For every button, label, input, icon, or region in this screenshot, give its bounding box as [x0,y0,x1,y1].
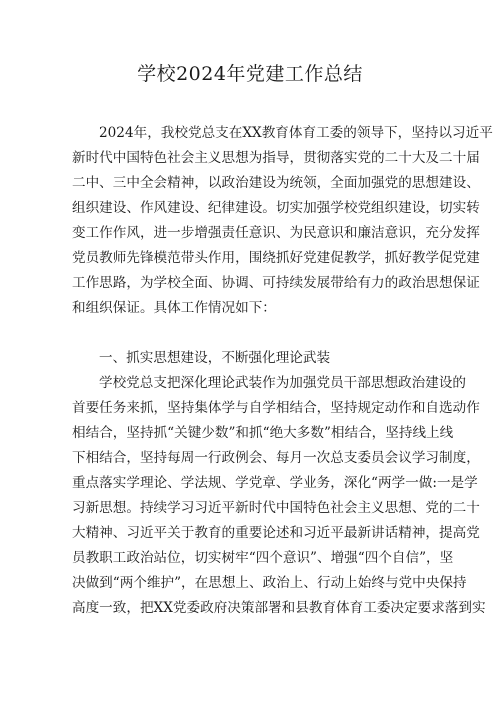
section-line: 学校党总支把深化理论武装作为加强党员干部思想政治建设的 [99,375,467,391]
section-line: 下相结合，坚持每周一行政例会、每月一次总支委员会议学习制度， [72,450,480,466]
intro-line: 变工作作风，进一步增强责任意识、为民意识和廉洁意识，充分发挥 [72,225,480,241]
section-line: 首要任务来抓，坚持集体学与自学相结合，坚持规定动作和自选动作 [72,400,480,416]
intro-line: 党员教师先锋模范带头作用，围绕抓好党建促教学，抓好教学促党建 [72,250,480,266]
section-line: 重点落实学理论、学法规、学党章、学业务，深化“两学一做:一是学 [72,475,478,491]
section-line: 员教职工政治站位，切实树牢“四个意识”、增强“四个自信”，坚 [72,550,454,566]
intro-line: 二中、三中全会精神，以政治建设为统领，全面加强党的思想建设、 [72,175,480,191]
intro-line: 和组织保证。具体工作情况如下： [72,300,276,316]
section-line: 决做到“两个维护”，在思想上、政治上、行动上始终与党中央保持 [72,575,467,591]
section-line: 相结合，坚持抓“关键少数”和抓“绝大多数”相结合，坚持线上线 [72,425,454,441]
intro-line: 组织建设、作风建设、纪律建设。切实加强学校党组织建设，切实转 [72,200,480,216]
intro-line: 工作思路，为学校全面、协调、可持续发展带给有力的政治思想保证 [72,275,480,291]
document-title: 学校2024年党建工作总结 [137,63,363,85]
intro-line: 2024年，我校党总支在XX教育体育工委的领导下，坚持以习近平 [99,125,493,141]
section-line: 习新思想。持续学习习近平新时代中国特色社会主义思想、党的二十 [72,500,480,516]
section-heading: 一、抓实思想建设，不断强化理论武装 [99,350,331,366]
section-line: 高度一致，把XX党委政府决策部署和县教育体育工委决定要求落到实 [72,600,486,616]
section-line: 大精神、习近平关于教育的重要论述和习近平最新讲话精神，提高党 [72,525,480,541]
intro-line: 新时代中国特色社会主义思想为指导，贯彻落实党的二十大及二十届 [72,150,480,166]
